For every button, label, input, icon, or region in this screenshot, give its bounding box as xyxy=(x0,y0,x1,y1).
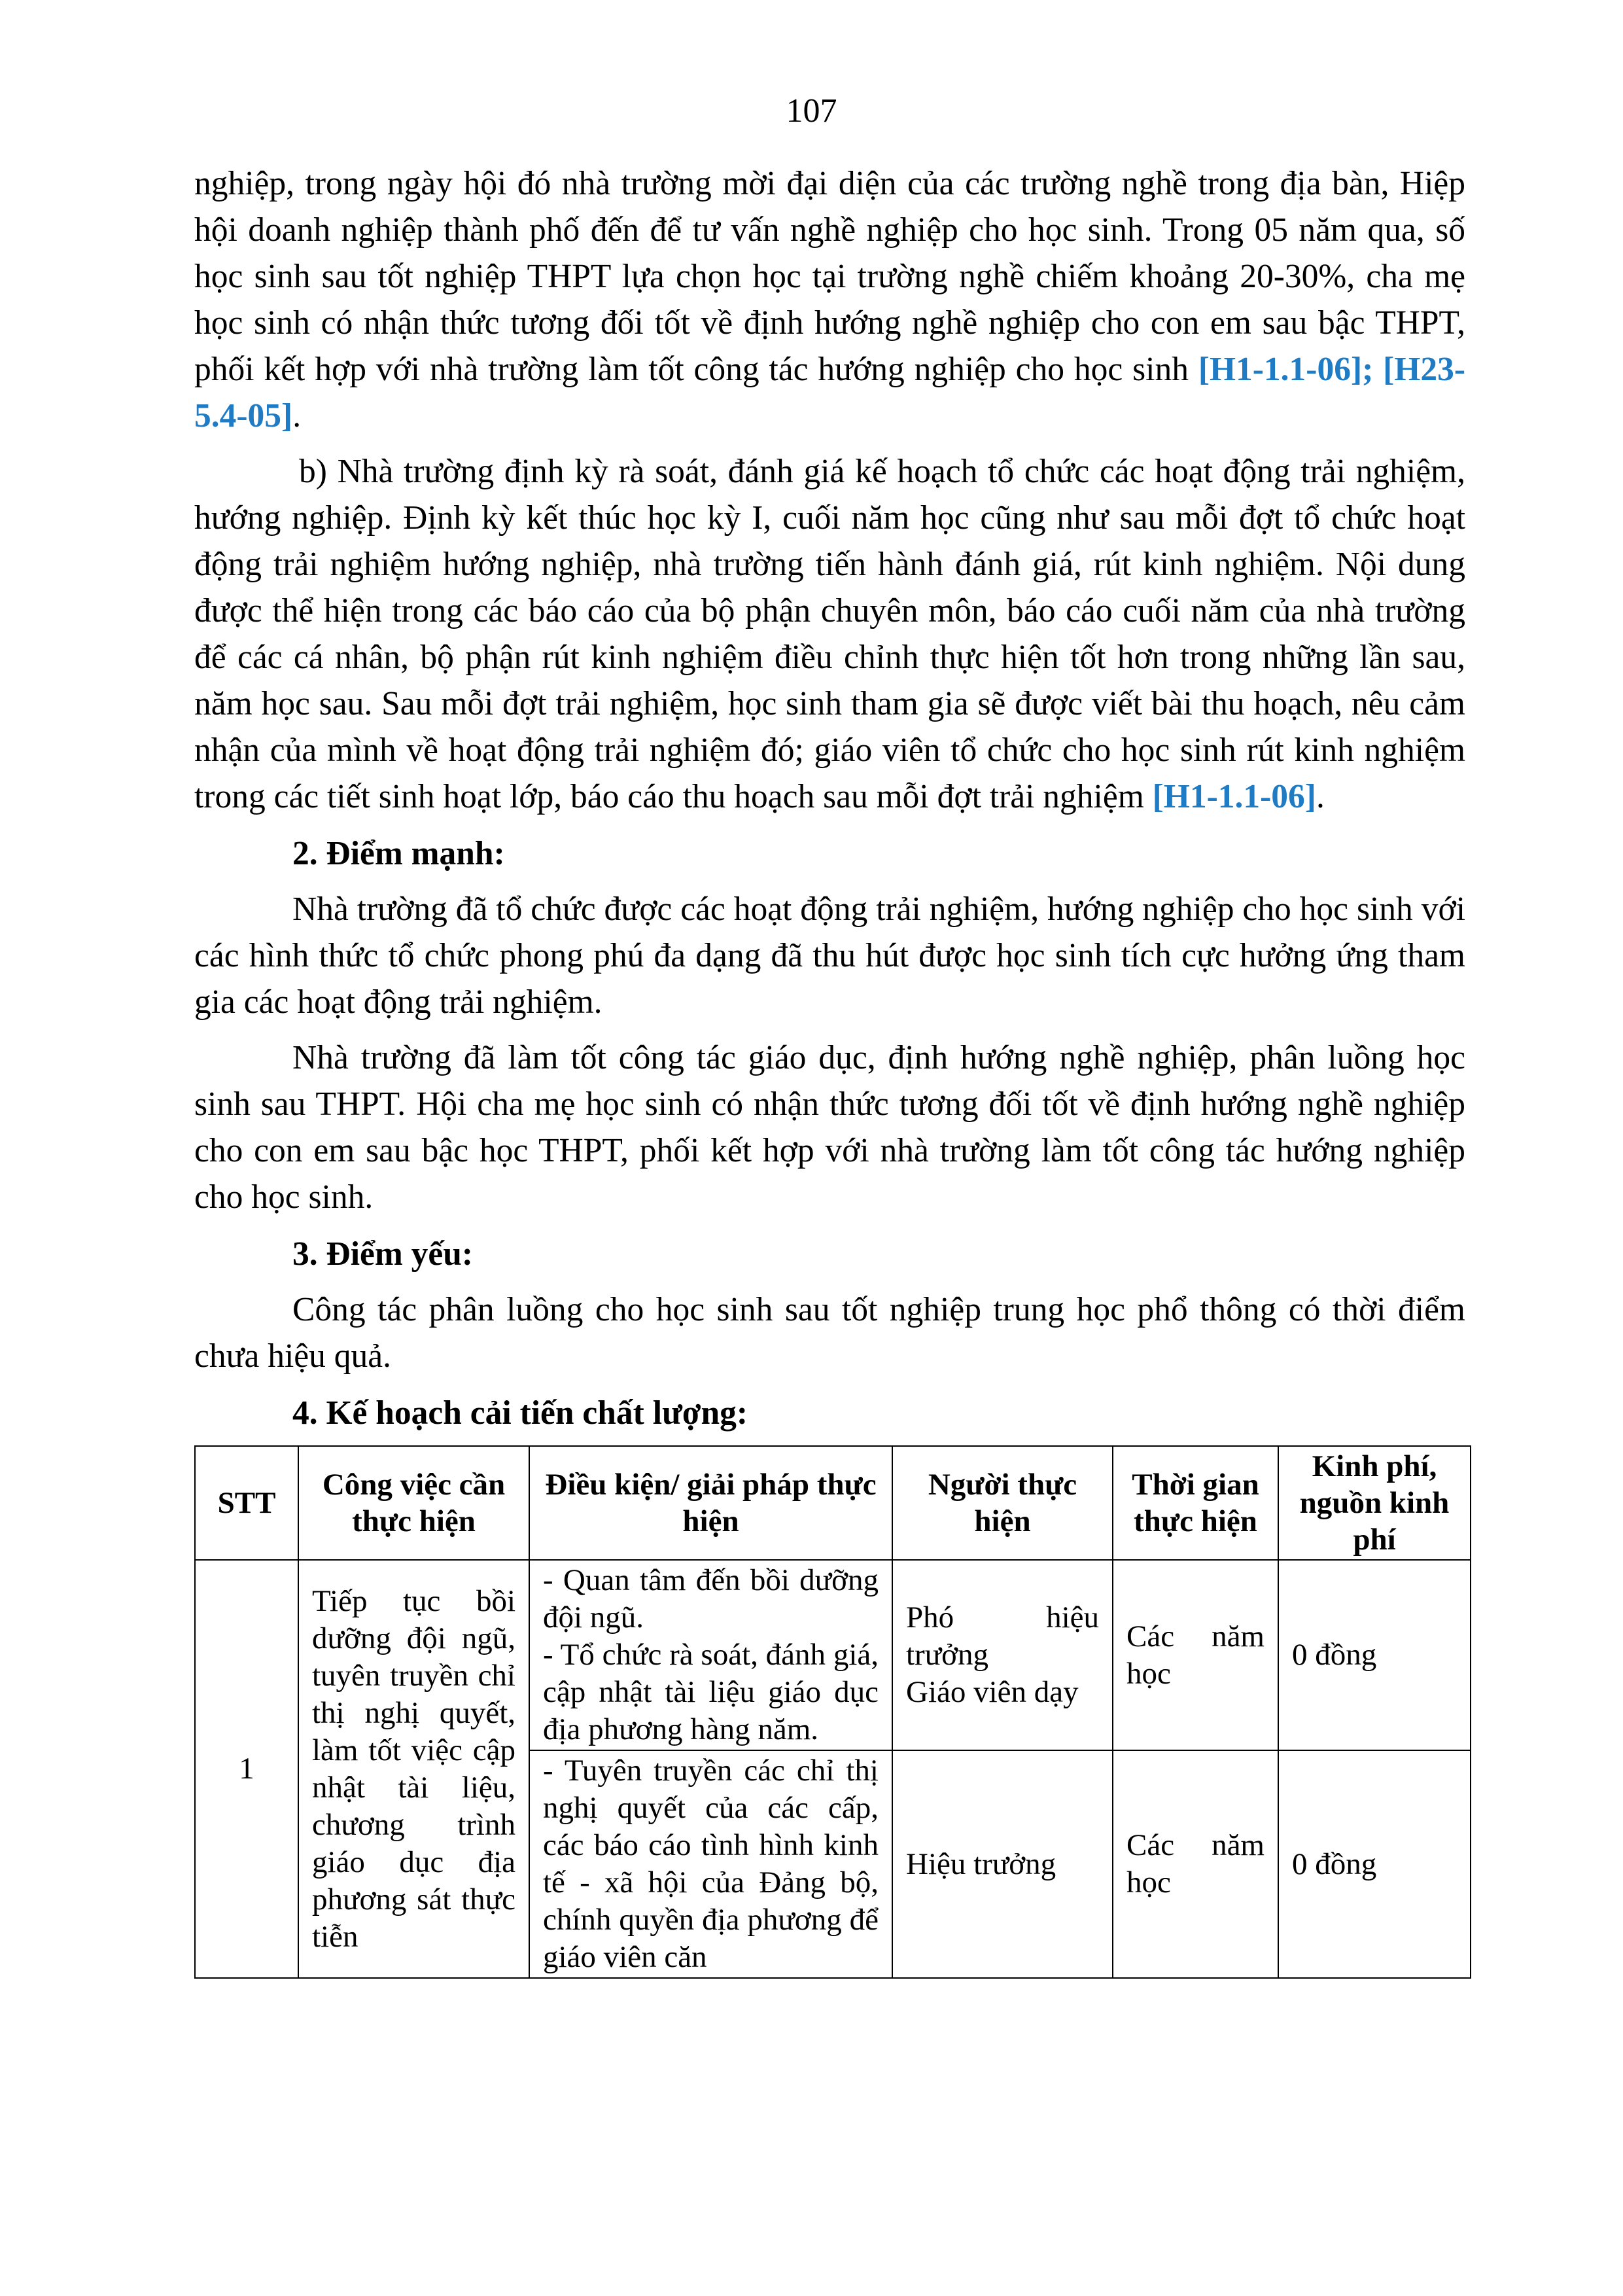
paragraph-strengths-1: Nhà trường đã tổ chức được các hoạt động trải nghiệm, hướng nghiệp cho học sinh với các hình thức tổ chức phong phú đa dạng đã thu hút được học sinh tích cực hưởng ứng tham gia các hoạt động trải nghiệm. xyxy=(194,891,1465,1021)
cell-solution: - Tuyên truyền các chỉ thị nghị quyết của các cấp, các báo cáo tình hình kinh tế - xã hội của Đảng bộ, chính quyền địa phương để giáo viên căn xyxy=(529,1750,892,1978)
table-header-row xyxy=(195,1446,1471,1560)
page-number: 107 xyxy=(786,92,837,130)
paragraph-review xyxy=(194,448,1465,820)
cell-person: Hiệu trưởng xyxy=(892,1750,1113,1978)
heading-improvement-plan: 4. Kế hoạch cải tiến chất lượng: xyxy=(292,1394,748,1432)
heading-strengths: 2. Điểm mạnh: xyxy=(292,835,505,872)
paragraph-strengths-2: Nhà trường đã làm tốt công tác giáo dục, định hướng nghề nghiệp, phân luồng học sinh sau THPT. Hội cha mẹ học sinh có nhận thức tương đối tốt về định hướng nghề nghiệp cho con em sau bậc học THPT, phối kết hợp với nhà trường làm tốt công tác hướng nghiệp cho học sinh. xyxy=(194,1039,1465,1216)
cell-time: Các năm học xyxy=(1113,1750,1278,1978)
header-budget: Kinh phí, nguồn kinh phí xyxy=(1278,1446,1471,1560)
cell-person xyxy=(892,1560,1113,1750)
solution-item: - Tổ chức rà soát, đánh giá, cập nhật tài liệu giáo dục địa phương hàng năm. xyxy=(543,1638,879,1746)
person-item: Giáo viên dạy xyxy=(906,1675,1079,1709)
header-solution: Điều kiện/ giải pháp thực hiện xyxy=(529,1446,892,1560)
cell-task: Tiếp tục bồi dưỡng đội ngũ, tuyên truyền chỉ thị nghị quyết, làm tốt việc cập nhật tài liệu, chương trình giáo dục địa phương sát thực tiễn xyxy=(298,1560,529,1978)
paragraph-text: b) Nhà trường định kỳ rà soát, đánh giá kế hoạch tổ chức các hoạt động trải nghiệm, hướng nghiệp. Định kỳ kết thúc học kỳ I, cuối năm học cũng như sau mỗi đợt tổ chức hoạt động trải nghiệm hướng nghiệp, nhà trường tiến hành đánh giá, rút kinh nghiệm. Nội dung được thể hiện trong các báo cáo của bộ phận chuyên môn, báo cáo cuối năm của nhà trường để các cá nhân, bộ phận rút kinh nghiệm điều chỉnh thực hiện tốt hơn trong những lần sau, năm học sau. Sau mỗi đợt trải nghiệm, học sinh tham gia sẽ được viết bài thu hoạch, nêu cảm nhận của mình về hoạt động trải nghiệm đó; giáo viên tổ chức cho học sinh rút kinh nghiệm trong các tiết sinh hoạt lớp, báo cáo thu hoạch sau mỗi đợt trải nghiệm xyxy=(194,453,1465,815)
table-row xyxy=(195,1560,1471,1750)
cell-stt: 1 xyxy=(195,1560,298,1978)
person-item: Phó hiệu trưởng xyxy=(906,1600,1099,1672)
evidence-reference: [H1-1.1-06] xyxy=(1152,778,1316,815)
header-time: Thời gian thực hiện xyxy=(1113,1446,1278,1560)
cell-time: Các năm học xyxy=(1113,1560,1278,1750)
cell-budget: 0 đồng xyxy=(1278,1750,1471,1978)
cell-budget: 0 đồng xyxy=(1278,1560,1471,1750)
heading-weaknesses: 3. Điểm yếu: xyxy=(292,1235,474,1273)
header-task: Công việc cần thực hiện xyxy=(298,1446,529,1560)
paragraph-text: nghiệp, trong ngày hội đó nhà trường mời đại diện của các trường nghề trong địa bàn, Hiệp hội doanh nghiệp thành phố đến để tư vấn nghề nghiệp cho học sinh. Trong 05 năm qua, số học sinh sau tốt nghiệp THPT lựa chọn học tại trường nghề chiếm khoảng 20-30%, cha mẹ học sinh có nhận thức tương đối tốt về định hướng nghề nghiệp cho con em sau bậc THPT, phối kết hợp với nhà trường làm tốt công tác hướng nghiệp cho học sinh xyxy=(194,165,1465,388)
improvement-plan-table xyxy=(194,1445,1471,1979)
paragraph-end: . xyxy=(292,397,302,434)
document-body xyxy=(194,160,1465,1979)
header-stt: STT xyxy=(195,1446,298,1560)
cell-solution xyxy=(529,1560,892,1750)
paragraph-end: . xyxy=(1316,778,1325,815)
paragraph-weaknesses-1: Công tác phân luồng cho học sinh sau tốt nghiệp trung học phổ thông có thời điểm chưa hiệu quả. xyxy=(194,1291,1465,1375)
evidence-reference: [H1-1.1-06]; [H23-5.4-05] xyxy=(194,351,1465,434)
solution-item: - Quan tâm đến bồi dưỡng đội ngũ. xyxy=(543,1563,879,1634)
paragraph-career-guidance xyxy=(194,160,1465,439)
header-person: Người thực hiện xyxy=(892,1446,1113,1560)
